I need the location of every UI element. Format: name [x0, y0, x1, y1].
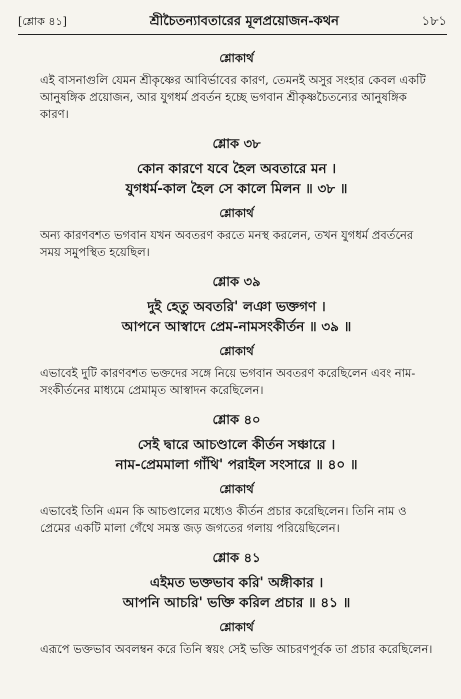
- verse-line: কোন কারণে যবে হৈল অবতারে মন ।: [136, 161, 337, 177]
- verse-line: যুগধর্ম-কাল হৈল সে কালে মিলন ॥ ৩৮ ॥: [125, 181, 348, 197]
- translation-text: এই বাসনাগুলি যেমন শ্রীকৃষ্ণের আবির্ভাবের কারণ, তেমনই অসুর সংহার কেবল একটি আনুষঙ্গিক প্রয়োজন, আর যুগধর্ম প্রবর্তন হচ্ছে ভগবান শ্রীকৃষ্ণচৈতন্যের আনুষঙ্গিক কারণ।: [40, 73, 426, 121]
- page-number: ১৮১: [421, 13, 447, 29]
- verse-block: [40, 549, 433, 658]
- translation-text: এভাবেই তিনি এমন কি আচণ্ডালের মধ্যেও কীর্তন প্রচার করেছিলেন। তিনি নাম ও প্রেমের একটি মালা গেঁথে সমস্ত জড় জগতের গলায় পরিয়েছিলেন।: [40, 504, 407, 535]
- running-header: [18, 10, 447, 35]
- translation-label: শ্লোকার্থ: [219, 206, 254, 220]
- verse-line: এইমত ভক্তভাব করি' অঙ্গীকার ।: [149, 575, 324, 591]
- translation-text: অন্য কারণবশত ভগবান যখন অবতরণ করতে মনস্থ করলেন, তখন যুগধর্ম প্রবর্তনের সময় সমুপস্থিত হয়েছিল।: [40, 228, 414, 259]
- translation-label: শ্লোকার্থ: [219, 51, 254, 65]
- verse-line: আপনি আচরি' ভক্তি করিল প্রচার ॥ ৪১ ॥: [122, 595, 351, 611]
- translation-label: শ্লোকার্থ: [219, 482, 254, 496]
- chapter-title: শ্রীচৈতন্যাবতারের মূলপ্রয়োজন-কথন: [149, 13, 339, 29]
- verse-line: আপনে আস্বাদে প্রেম-নামসংকীর্তন ॥ ৩৯ ॥: [121, 319, 352, 335]
- verse-line: দুই হেতু অবতরি' লঞা ভক্তগণ ।: [147, 299, 326, 315]
- verse-reference: [শ্লোক ৪১]: [18, 14, 67, 28]
- verse-block: [40, 273, 433, 399]
- verse-block: [40, 135, 433, 261]
- page-content: [40, 44, 433, 658]
- translation-text: এভাবেই দুটি কারণবশত ভক্তদের সঙ্গে নিয়ে ভগবান অবতরণ করেছিলেন এবং নাম-সংকীর্তনের মাধ্যমে প্রেমামৃত আস্বাদন করেছিলেন।: [40, 366, 416, 397]
- verse-line: নাম-প্রেমমালা গাঁথি' পরাইল সংসারে ॥ ৪০ ॥: [115, 457, 358, 473]
- verse-number: শ্লোক ৩৮: [212, 137, 261, 152]
- translation-label: শ্লোকার্থ: [219, 620, 254, 634]
- translation-text: এরূপে ভক্তভাব অবলম্বন করে তিনি স্বয়ং সেই ভক্তি আচরণপূর্বক তা প্রচার করেছিলেন।: [40, 642, 433, 656]
- verse-number: শ্লোক ৩৯: [212, 275, 261, 290]
- verse-block: [40, 411, 433, 537]
- verse-number: শ্লোক ৪০: [212, 413, 261, 428]
- verse-line: সেই দ্বারে আচণ্ডালে কীর্তন সঞ্চারে ।: [137, 437, 336, 453]
- verse-number: শ্লোক ৪১: [212, 551, 261, 566]
- translation-label: শ্লোকার্থ: [219, 344, 254, 358]
